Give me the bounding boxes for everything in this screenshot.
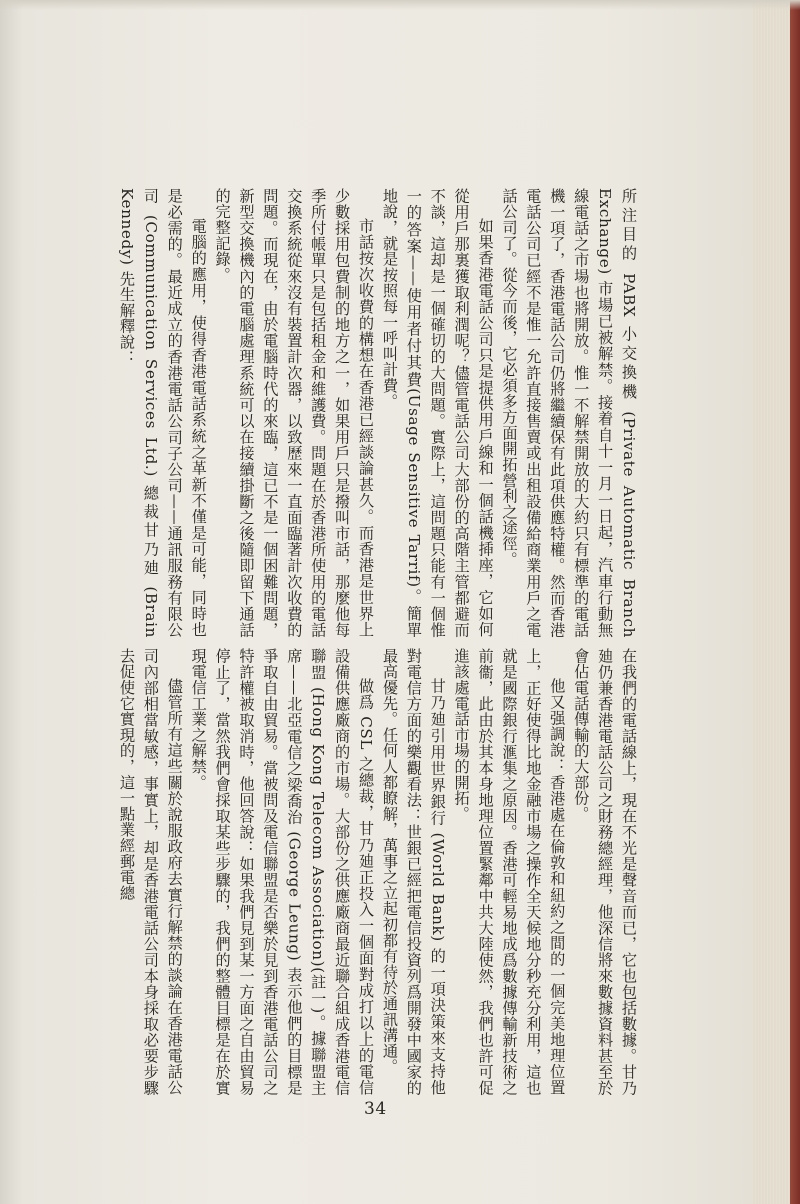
paragraph: 在我們的電話線上，現在不光是聲音而已，它也包括數據。甘乃廸仍兼香港電話公司之財務總經理，他深信將來數據資料甚至於會佔電話傳輸的大部份。 (572, 648, 638, 1096)
paragraph: 他又强調說：香港處在倫敦和紐約之間的一個完美地理位置上，正好使得比地金融市場之操作全天候地分秒充分利用，這也就是國際銀行滙集之原因。香港可輕易地成爲數據傳輸新技術之前衞，此由於其本身地理位置緊鄰中共大陸使然，我們也許可促進該處電話市場的開拓。 (452, 648, 567, 1096)
paragraph: 如果香港電話公司只是提供用戶線和一個話機揷座，它如何從用戶那裏獲取利潤呢？儘管電話公司大部份的高階主管都避而不談，這却是一個確切的大問題。實際上，這問題只能有一個惟一的答案——使用者付其費(Usage Sensitive Tarrif)。簡單地說，就是按照每一呼叫計費。 (380, 188, 495, 638)
book-cover-edge (790, 0, 800, 1204)
paragraph: 儘管所有這些關於說服政府去實行解禁的談論在香港電話公司內部相當敏感，事實上，却是香港電話公司本身採取必要步驟去促使它實現的，這一點業經郵電總 (117, 648, 184, 1096)
lower-text-block (110, 648, 640, 1096)
paragraph: 甘乃廸引用世界銀行 (World Bank) 的一項決策來支持他對電信方面的樂觀看法：世銀已經把電信投資列爲開發中國家的最高優先。任何人都瞭解，萬事之立起初都有待於通訊溝通。 (380, 648, 447, 1096)
page-number: 34 (364, 1099, 387, 1119)
paragraph: 做爲 CSL 之總裁，甘乃廸正投入一個面對成打以上的電信設備供應廠商的市場。大部份之供應廠商最近聯合組成香港電信聯盟 (Hong Kong Telecom Association)(註一)。據聯盟主席——北亞電信之梁喬治 (George Leung) 表示他們的目標是爭取自由貿易。當被問及電信聯盟是否樂於見到香港電話公司之特許權被取消時，他回答說：如果我們見到某一方面之自由貿易停止了，當然我們會採取某些步驟的，我們的整體目標是在於實現電信工業之解禁。 (189, 648, 376, 1096)
paragraph: 電腦的應用，使得香港電話系統之革新不僅是可能，同時也是必需的。最近成立的香港電話公司子公司——通訊服務有限公司 (Communication Services Ltd.) 總裁甘乃廸 (Brain Kennedy) 先生解釋說： (117, 188, 208, 638)
top-shadow (0, 0, 800, 10)
upper-text-block (110, 188, 640, 638)
paragraph: 市話按次收費的構想在香港已經談論甚久。而香港是世界上少數採用包費制的地方之一，如果用戶只是撥叫市話，那麼他每季所付帳單只是包括租金和維護費。問題在於香港所使用的電話交換系統從來沒有裝置計次器，以致歷來一直面臨著計次收費的問題。而現在，由於電腦時代的來臨，這已不是一個困難問題，新型交換機內的電腦處理系統可以在接續掛斷之後隨即留下通話的完整記錄。 (213, 188, 376, 638)
paragraph: 所注目的 PABX 小交換機 (Private Automatic Branch Exchange) 市場已被解禁。接着自十一月一日起，汽車行動無線電話之市場也將開放。惟一不解禁開放的大約只有標準的電話機一項了，香港電話公司仍將繼續保有此項供應特權。然而香港電話公司已經不是惟一允許直接售賣或出租設備給商業用戶之電話公司了。從今而後，它必須多方面開拓營利之途徑。 (500, 188, 638, 638)
